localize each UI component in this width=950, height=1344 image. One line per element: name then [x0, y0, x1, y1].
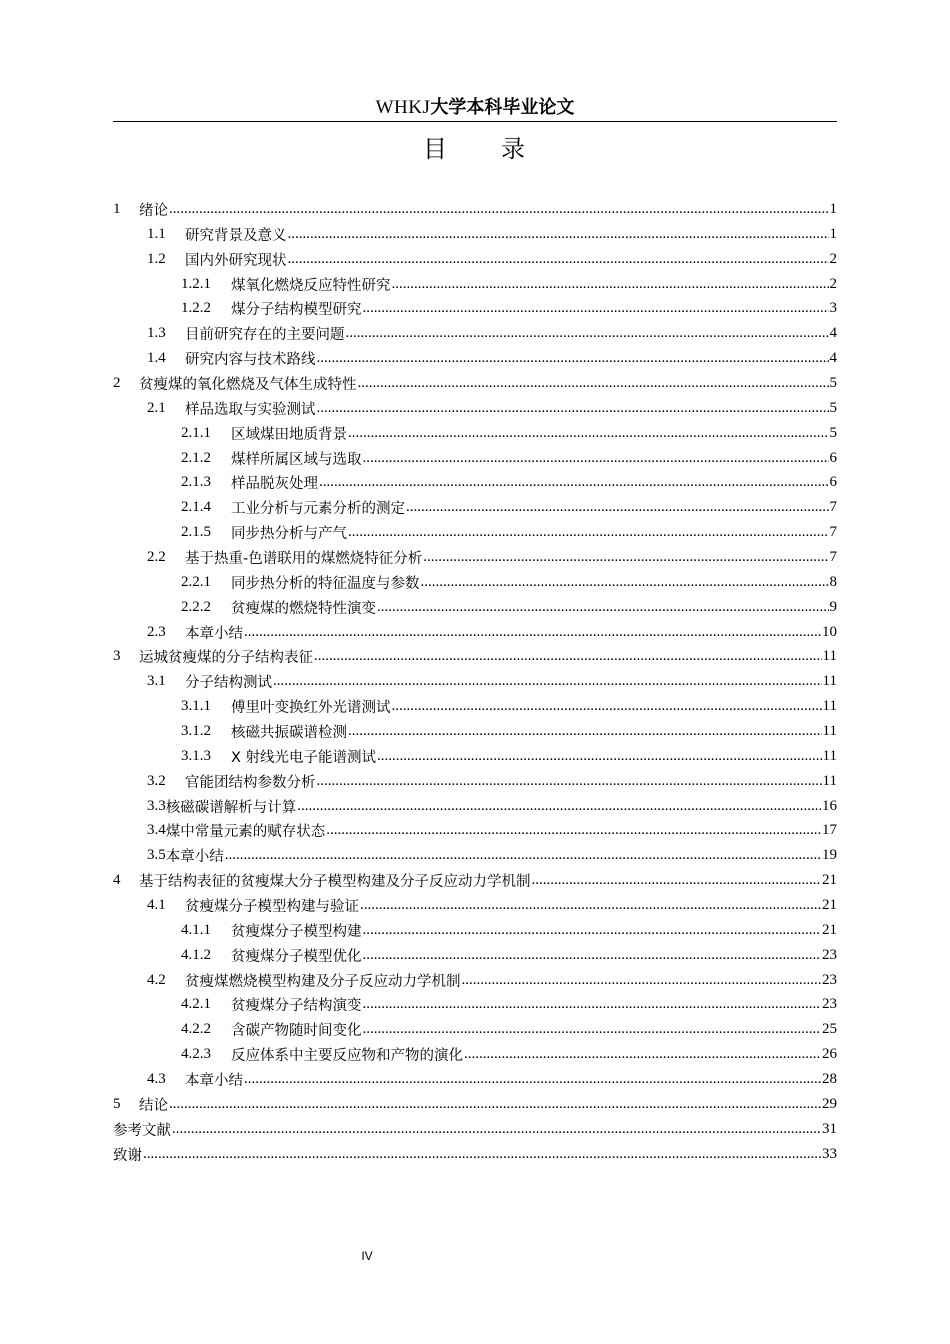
toc-dot-leader [358, 375, 829, 392]
toc-entry-page: 9 [829, 598, 837, 615]
toc-entry-page: 4 [829, 325, 837, 342]
toc-entry-title: 同步热分析的特征温度与参数 [231, 575, 420, 592]
toc-entry-number: 2.1.3 [181, 474, 211, 491]
toc-dot-leader [462, 972, 822, 989]
toc-entry[interactable] [113, 1042, 837, 1067]
toc-entry-number: 1.2.2 [181, 300, 211, 317]
toc-entry-page: 11 [822, 747, 837, 764]
toc-entry-page: 23 [822, 996, 837, 1013]
toc-entry-page: 1 [829, 200, 837, 217]
toc-entry-title: 煤氧化燃烧反应特性研究 [231, 277, 391, 294]
toc-entry[interactable] [113, 868, 837, 893]
toc-entry-page: 5 [829, 424, 837, 441]
header-rule [113, 121, 837, 122]
toc-entry[interactable] [113, 769, 837, 794]
toc-entry-number: 2.1.1 [181, 424, 211, 441]
toc-entry-number: 3.1.2 [181, 722, 211, 739]
toc-entry[interactable] [113, 446, 837, 471]
toc-entry-title: 官能团结构参数分析 [185, 774, 316, 791]
toc-entry[interactable] [113, 968, 837, 993]
toc-entry-number: 1 [113, 200, 121, 217]
toc-dot-leader [225, 847, 821, 864]
toc-entry-page: 21 [822, 896, 837, 913]
toc-entry-title: 核磁碳谱解析与计算 [165, 799, 297, 816]
toc-entry-page: 7 [829, 524, 837, 541]
toc-entry-title: 目前研究存在的主要问题 [185, 327, 345, 344]
toc-dot-leader [319, 474, 829, 491]
toc-entry[interactable] [113, 644, 837, 669]
toc-entry[interactable] [113, 1092, 837, 1117]
toc-dot-leader [348, 425, 829, 442]
toc-entry[interactable] [113, 346, 837, 371]
toc-heading [113, 132, 837, 166]
toc-entry-title: 贫瘦煤的燃烧特性演变 [231, 600, 376, 617]
toc-entry-page: 6 [829, 474, 837, 491]
toc-entry[interactable] [113, 396, 837, 421]
toc-dot-leader [317, 773, 822, 790]
toc-dot-leader [317, 350, 829, 367]
toc-dot-leader [464, 1046, 821, 1063]
toc-entry[interactable] [113, 893, 837, 918]
toc-entry-number: 3 [113, 648, 121, 665]
toc-entry-title: 核磁共振碳谱检测 [231, 724, 347, 741]
toc-entry-page: 29 [822, 1095, 837, 1112]
toc-entry-page: 5 [829, 374, 837, 391]
toc-dot-leader [377, 748, 822, 765]
toc-entry-title: 本章小结 [185, 625, 243, 642]
toc-entry-page: 6 [829, 449, 837, 466]
toc-entry[interactable] [113, 719, 837, 744]
toc-entry-number: 4.2.2 [181, 1021, 211, 1038]
toc-dot-leader [348, 524, 829, 541]
toc-dot-leader [169, 201, 829, 218]
toc-dot-leader [360, 897, 821, 914]
toc-entry-page: 11 [822, 648, 837, 665]
toc-entry-title: 运城贫瘦煤的分子结构表征 [139, 650, 313, 667]
toc-entry-page: 28 [822, 1071, 837, 1087]
toc-entry-number: 1.4 [147, 350, 166, 367]
toc-entry[interactable] [113, 1017, 837, 1042]
toc-entry-number: 1.2.1 [181, 275, 211, 292]
toc-entry-page: 16 [822, 797, 837, 814]
toc-entry[interactable] [113, 1067, 837, 1092]
toc-entry[interactable] [113, 520, 837, 545]
toc-entry-number: 4.3 [147, 1071, 166, 1087]
toc-entry-title: 基于热重-色谱联用的煤燃烧特征分析 [185, 550, 423, 567]
toc-entry[interactable] [113, 197, 837, 222]
toc-entry-page: 11 [822, 722, 837, 739]
toc-entry-number: 2.2.1 [181, 573, 211, 590]
toc-entry-page: 7 [829, 499, 837, 516]
toc-entry-page: 26 [822, 1046, 837, 1063]
toc-entry-title: 煤分子结构模型研究 [231, 302, 362, 319]
toc-entry[interactable] [113, 495, 837, 520]
toc-entry-title: 绪论 [139, 202, 168, 219]
toc-dot-leader [346, 325, 829, 342]
toc-dot-leader [317, 400, 829, 417]
toc-entry-title: 贫瘦煤分子模型构建 [231, 923, 362, 940]
toc-entry-title: 贫瘦煤分子模型构建与验证 [185, 898, 359, 915]
toc-entry-number: 3.1.1 [181, 698, 211, 715]
toc-entry[interactable] [113, 744, 837, 769]
toc-entry-page: 33 [822, 1145, 837, 1162]
toc-entry-number: 4.2.3 [181, 1046, 211, 1063]
toc-entry[interactable] [113, 993, 837, 1018]
toc-entry-number: 2.1 [147, 399, 166, 416]
toc-dot-leader [172, 1121, 821, 1138]
toc-entry-page: 11 [822, 772, 837, 789]
toc-entry[interactable] [113, 843, 837, 868]
toc-dot-leader [363, 922, 822, 939]
toc-entry-title: 研究背景及意义 [185, 227, 287, 244]
toc-entry[interactable] [113, 296, 837, 321]
toc-entry-title: 本章小结 [185, 1073, 243, 1089]
toc-dot-leader [288, 226, 829, 243]
toc-dot-leader [273, 673, 822, 690]
toc-entry-number: 2.1.5 [181, 524, 211, 541]
header-document-type: 大学本科毕业论文 [430, 97, 575, 118]
toc-entry-title: 本章小结 [165, 849, 224, 866]
toc-entry-page: 8 [829, 573, 837, 590]
toc-entry-page: 3 [829, 300, 837, 317]
toc-entry-number: 2.1.4 [181, 499, 211, 516]
toc-entry-page: 21 [822, 921, 837, 938]
toc-entry[interactable] [113, 1142, 837, 1167]
toc-entry-number: 5 [113, 1095, 121, 1112]
toc-entry-number: 4 [113, 872, 121, 889]
toc-dot-leader [363, 1021, 822, 1038]
toc-entry-page: 5 [829, 399, 837, 416]
toc-entry-page: 23 [822, 971, 837, 988]
toc-entry-title: 贫瘦煤分子结构演变 [231, 998, 362, 1015]
toc-entry-page: 1 [829, 225, 837, 242]
toc-entry-number: 2.2 [147, 548, 166, 565]
toc-entry-page: 31 [822, 1120, 837, 1137]
toc-entry-title: 贫瘦煤分子模型优化 [231, 948, 362, 965]
toc-entry-title: 参考文献 [113, 1122, 171, 1139]
toc-heading-char-2: 录 [501, 135, 527, 163]
toc-entry-title: 煤中常量元素的赋存状态 [165, 824, 326, 841]
toc-entry-page: 23 [822, 946, 837, 963]
toc-entry[interactable] [113, 943, 837, 968]
toc-entry-number: 1.1 [147, 225, 166, 242]
toc-entry-number: 4.1.1 [181, 921, 211, 938]
toc-dot-leader [392, 276, 829, 293]
toc-entry-number: 3.2 [147, 772, 166, 789]
toc-entry-number: 4.1 [147, 896, 166, 913]
toc-entry-title: 研究内容与技术路线 [185, 352, 316, 369]
toc-entry[interactable] [113, 470, 837, 495]
toc-entry-title: 傅里叶变换红外光谱测试 [231, 700, 391, 717]
toc-dot-leader [314, 648, 822, 665]
toc-dot-leader [423, 549, 828, 566]
toc-dot-leader [421, 574, 829, 591]
toc-entry-number: 3.3 [147, 797, 166, 814]
toc-dot-leader [244, 624, 821, 641]
toc-entry-page: 11 [822, 673, 837, 690]
toc-entry-title: 工业分析与元素分析的测定 [231, 501, 405, 518]
toc-entry-number: 1.2 [147, 250, 166, 267]
toc-entry-number: 3.5 [147, 847, 166, 864]
toc-entry-title: 样品选取与实验测试 [185, 401, 316, 418]
toc-dot-leader [377, 599, 829, 616]
page-number: IV [361, 1249, 373, 1263]
toc-entry[interactable] [113, 694, 837, 719]
toc-entry[interactable] [113, 620, 837, 645]
toc-entry-number: 4.2 [147, 971, 166, 988]
toc-entry[interactable] [113, 545, 837, 570]
toc-entry-number: 2 [113, 374, 121, 391]
toc-dot-leader [406, 499, 829, 516]
toc-entry[interactable] [113, 371, 837, 396]
toc-entry-number: 3.4 [147, 822, 166, 839]
toc-entry-title: 基于结构表征的贫瘦煤大分子模型构建及分子反应动力学机制 [139, 874, 531, 891]
toc-entry-title: 贫瘦煤的氧化燃烧及气体生成特性 [139, 376, 357, 393]
toc-entry-title: 煤样所属区域与选取 [231, 451, 362, 468]
toc-dot-leader [326, 822, 821, 839]
toc-entry[interactable] [113, 918, 837, 943]
toc-dot-leader [363, 947, 822, 964]
toc-entry-page: 7 [829, 548, 837, 565]
toc-entry-page: 19 [822, 847, 837, 864]
toc-dot-leader [532, 872, 822, 889]
toc-entry-page: 10 [822, 623, 837, 640]
toc-entry-title: 样品脱灰处理 [231, 476, 318, 493]
toc-entry-title: 贫瘦煤燃烧模型构建及分子反应动力学机制 [185, 973, 461, 990]
toc-entry[interactable] [113, 1117, 837, 1142]
toc-entry-page: 21 [822, 872, 837, 889]
toc-heading-char-1: 目 [423, 135, 449, 163]
toc-entry-title: X 射线光电子能谱测试 [231, 749, 377, 766]
toc-dot-leader [348, 723, 822, 740]
toc-entry-title: 分子结构测试 [185, 675, 272, 692]
toc-dot-leader [169, 1096, 821, 1113]
toc-entry-page: 25 [822, 1021, 837, 1038]
toc-dot-leader [363, 300, 829, 317]
toc-entry-number: 3.1.3 [181, 747, 211, 764]
toc-entry[interactable] [113, 272, 837, 297]
toc-dot-leader [363, 450, 829, 467]
toc-entry[interactable] [113, 570, 837, 595]
toc-entry-number: 3.1 [147, 673, 166, 690]
toc-dot-leader [297, 798, 821, 815]
toc-entry-title: 含碳产物随时间变化 [231, 1023, 362, 1040]
toc-dot-leader [244, 1071, 821, 1088]
toc-entry-title: 结论 [139, 1097, 168, 1114]
toc-entry[interactable] [113, 321, 837, 346]
toc-entry-title: 反应体系中主要反应物和产物的演化 [231, 1048, 463, 1065]
toc-entry[interactable] [113, 222, 837, 247]
toc-entry-page: 11 [822, 698, 837, 715]
toc-entry-number: 4.1.2 [181, 946, 211, 963]
toc-entry-title: 同步热分析与产气 [231, 526, 347, 543]
toc-entry-number: 2.2.2 [181, 598, 211, 615]
toc-entry-number: 2.1.2 [181, 449, 211, 466]
toc-entry-page: 4 [829, 350, 837, 367]
toc-dot-leader [363, 996, 822, 1013]
toc-entry-page: 2 [829, 250, 837, 267]
toc-entry-title: 致谢 [113, 1147, 142, 1164]
toc-entry[interactable] [113, 247, 837, 272]
toc-entry-title: 国内外研究现状 [185, 252, 287, 269]
table-of-contents [113, 197, 837, 1167]
toc-entry-number: 1.3 [147, 325, 166, 342]
toc-dot-leader [392, 698, 822, 715]
header-school-code: WHKJ [375, 97, 431, 118]
toc-entry-title: 区域煤田地质背景 [231, 426, 347, 443]
running-header [113, 93, 837, 121]
toc-entry[interactable] [113, 595, 837, 620]
toc-entry-number: 2.3 [147, 623, 166, 640]
toc-entry-page: 2 [829, 275, 837, 292]
toc-entry[interactable] [113, 669, 837, 694]
toc-dot-leader [143, 1146, 821, 1163]
toc-entry-number: 4.2.1 [181, 996, 211, 1013]
toc-entry[interactable] [113, 794, 837, 819]
toc-entry[interactable] [113, 818, 837, 843]
toc-entry-page: 17 [822, 822, 837, 839]
toc-dot-leader [288, 251, 829, 268]
toc-entry[interactable] [113, 421, 837, 446]
